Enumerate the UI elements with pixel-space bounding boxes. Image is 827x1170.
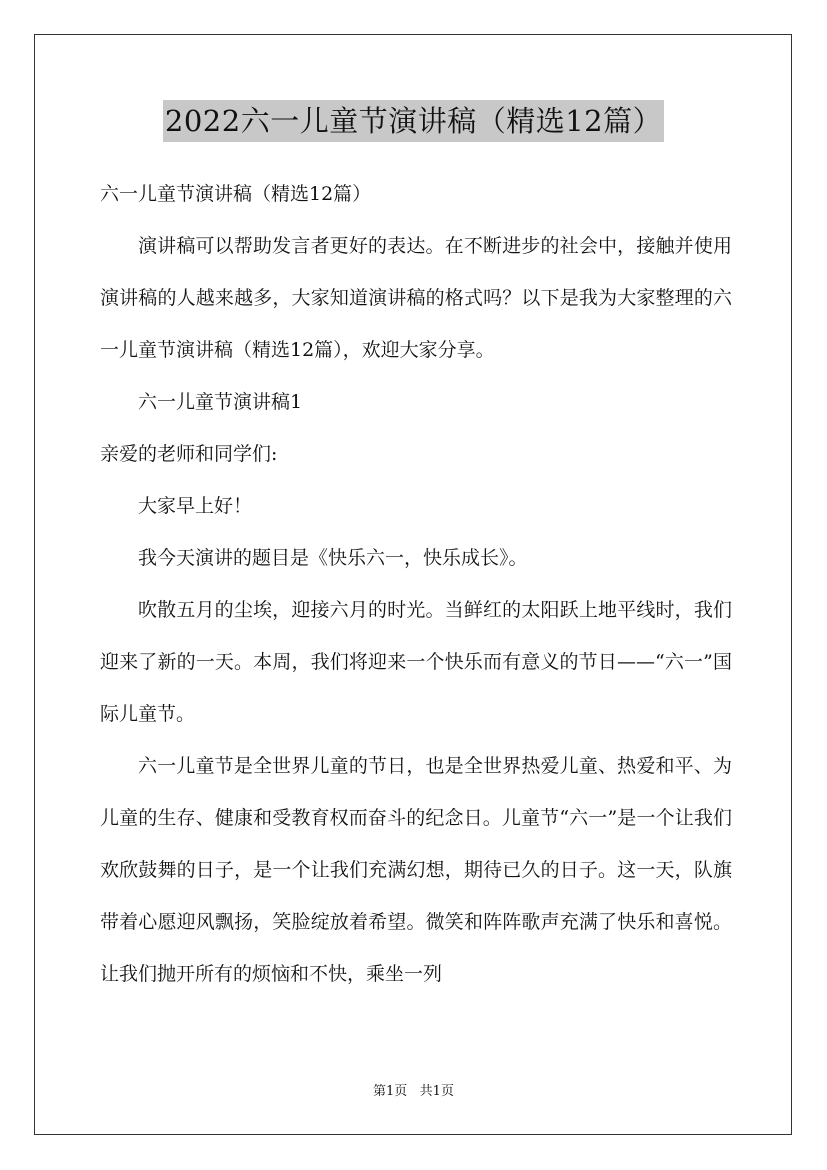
paragraph: 大家早上好！: [138, 495, 253, 517]
paragraph: 六一儿童节演讲稿（精选12篇）: [100, 183, 372, 205]
paragraph: 吹散五月的尘埃，迎接六月的时光。当鲜红的太阳跃上地平线时，我们迎来了新的一天。本周，我们将迎来一个快乐而有意义的节日——“六一”国际儿童节。: [100, 599, 732, 725]
paragraph: 我今天演讲的题目是《快乐六一，快乐成长》。: [138, 547, 528, 569]
document-title: 2022六一儿童节演讲稿（精选12篇）: [163, 100, 664, 142]
paragraph: 亲爱的老师和同学们:: [100, 443, 278, 465]
page-footer: 第1页 共1页: [373, 1084, 454, 1099]
document-body: [100, 168, 732, 1000]
paragraph: 演讲稿可以帮助发言者更好的表达。在不断进步的社会中，接触并使用演讲稿的人越来越多，大家知道演讲稿的格式吗？以下是我为大家整理的六一儿童节演讲稿（精选12篇），欢迎大家分享。: [100, 235, 732, 361]
paragraph: 六一儿童节是全世界儿童的节日，也是全世界热爱儿童、热爱和平、为儿童的生存、健康和受教育权而奋斗的纪念日。儿童节“六一”是一个让我们欢欣鼓舞的日子，是一个让我们充满幻想，期待已久的日子。这一天，队旗带着心愿迎风飘扬，笑脸绽放着希望。微笑和阵阵歌声充满了快乐和喜悦。让我们抛开所有的烦恼和不快，乘坐一列: [100, 755, 732, 985]
paragraph: 六一儿童节演讲稿1: [138, 391, 303, 413]
title-container: [0, 100, 827, 142]
